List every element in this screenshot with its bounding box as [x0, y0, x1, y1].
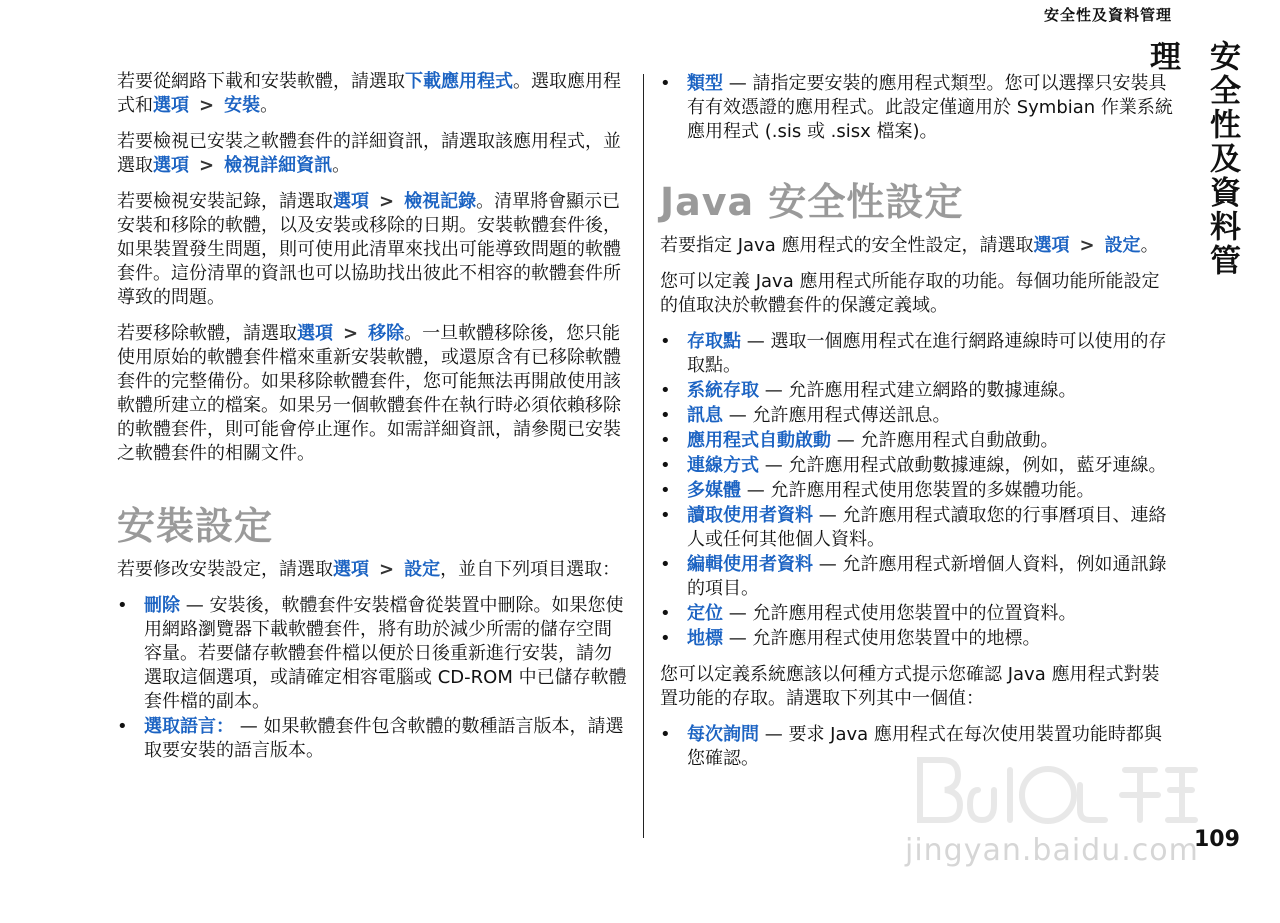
watermark-url: jingyan.baidu.com — [905, 833, 1199, 868]
list-item — [660, 454, 1174, 478]
option-term[interactable]: 讀取使用者資料 — [687, 505, 813, 526]
link-options[interactable]: 選項 — [153, 95, 189, 116]
option-desc: — 允許應用程式自動啟動。 — [831, 430, 1059, 451]
text: 。 — [260, 95, 279, 116]
paragraph-log — [117, 190, 629, 310]
column-divider — [643, 74, 644, 838]
section-side-tab: 安全性及資料管理 — [1144, 40, 1240, 278]
baidu-watermark-logo — [900, 750, 1200, 830]
option-term[interactable]: 存取點 — [687, 331, 741, 352]
type-list — [660, 72, 1174, 144]
link-download-apps[interactable]: 下載應用程式 — [405, 71, 513, 92]
text: 若要移除軟體，請選取 — [117, 323, 297, 344]
link-install[interactable]: 安裝 — [224, 95, 261, 116]
paragraph-remove — [117, 322, 629, 466]
list-item — [660, 553, 1174, 601]
option-term[interactable]: 編輯使用者資料 — [687, 554, 813, 575]
link-options[interactable]: 選項 — [1033, 235, 1070, 256]
menu-separator: > — [1079, 235, 1095, 256]
option-desc: — 允許應用程式建立網路的數據連線。 — [759, 380, 1077, 401]
text: 。一旦軟體移除後，您只能使用原始的軟體套件檔來重新安裝軟體，或還原含有已移除軟體套件的完整備份。如果移除軟體套件，您可能無法再開啟使用該軟體所建立的檔案。如果另一個軟體套件在執行時必須依賴移除的軟體套件，則可能會停止運作。如需詳細資訊，請參閱已安裝之軟體套件的相關文件。 — [117, 323, 621, 464]
option-desc: — 允許應用程式新增個人資料，例如通訊錄的項目。 — [687, 554, 1167, 599]
option-desc: — 允許應用程式使用您裝置中的位置資料。 — [723, 603, 1077, 624]
option-term[interactable]: 應用程式自動啟動 — [687, 430, 831, 451]
link-options[interactable]: 選項 — [333, 191, 369, 212]
option-term[interactable]: 連線方式 — [687, 455, 759, 476]
paragraph-download — [117, 70, 629, 118]
list-item — [660, 504, 1174, 552]
list-item — [660, 379, 1174, 403]
section-heading-install-settings: 安裝設定 — [117, 504, 274, 548]
option-desc: — 要求 Java 應用程式在每次使用裝置功能時都與您確認。 — [687, 724, 1162, 769]
text: 若要檢視安裝記錄，請選取 — [117, 191, 333, 212]
list-item — [660, 479, 1174, 503]
menu-separator: > — [199, 95, 215, 116]
option-term[interactable]: 每次詢問 — [687, 724, 759, 745]
option-term[interactable]: 訊息 — [687, 405, 723, 426]
link-options[interactable]: 選項 — [153, 155, 189, 176]
option-term[interactable]: 多媒體 — [687, 480, 741, 501]
text: ，並自下列項目選取： — [440, 559, 621, 580]
install-settings-list — [117, 594, 629, 763]
list-item — [660, 429, 1174, 453]
paragraph-java-prompt: 您可以定義系統應該以何種方式提示您確認 Java 應用程式對裝置功能的存取。請選取下列其中一個值： — [660, 664, 1160, 709]
text: 若要修改安裝設定，請選取 — [117, 559, 333, 580]
link-options[interactable]: 選項 — [333, 559, 369, 580]
paragraph-settings — [117, 558, 629, 582]
paragraph-details — [117, 130, 629, 178]
option-term[interactable]: 類型 — [687, 73, 723, 94]
section-heading-java-security: Java 安全性設定 — [660, 180, 964, 224]
menu-separator: > — [379, 191, 395, 212]
right-column — [660, 70, 1174, 783]
running-header: 安全性及資料管理 — [1043, 6, 1172, 24]
option-desc: — 允許應用程式使用您裝置的多媒體功能。 — [741, 480, 1095, 501]
text: 。選取應用程式和 — [117, 71, 621, 116]
list-item — [117, 594, 629, 714]
list-item — [660, 602, 1174, 626]
paragraph-java-settings — [660, 234, 1174, 258]
option-desc: — 允許應用程式啟動數據連線，例如，藍牙連線。 — [759, 455, 1167, 476]
option-desc: — 允許應用程式傳送訊息。 — [723, 405, 951, 426]
menu-separator: > — [199, 155, 215, 176]
link-settings[interactable]: 設定 — [404, 559, 441, 580]
list-item — [660, 404, 1174, 428]
list-item — [660, 72, 1174, 144]
option-desc: — 選取一個應用程式在進行網路連線時可以使用的存取點。 — [687, 331, 1167, 376]
menu-separator: > — [343, 323, 359, 344]
java-permissions-list — [660, 330, 1174, 651]
option-desc: — 如果軟體套件包含軟體的數種語言版本，請選取要安裝的語言版本。 — [144, 716, 624, 761]
text: 若要指定 Java 應用程式的安全性設定，請選取 — [660, 235, 1034, 256]
left-column — [117, 70, 629, 775]
text: 。 — [1140, 235, 1159, 256]
link-remove[interactable]: 移除 — [368, 323, 405, 344]
link-view-details[interactable]: 檢視詳細資訊 — [224, 155, 333, 176]
list-item — [117, 715, 629, 763]
option-desc: — 安裝後，軟體套件安裝檔會從裝置中刪除。如果您使用網路瀏覽器下載軟體套件，將有助於減少所需的儲存空間容量。若要儲存軟體套件檔以便於日後重新進行安裝，請勿選取這個選項，或請確定相容電腦或 CD-ROM 中已儲存軟體套件檔的副本。 — [144, 595, 627, 712]
text: 。清單將會顯示已安裝和移除的軟體，以及安裝或移除的日期。安裝軟體套件後，如果裝置發生問題，則可使用此清單來找出可能導致問題的軟體套件。這份清單的資訊也可以協助找出彼此不相容的軟體套件所導致的問題。 — [117, 191, 621, 308]
option-term[interactable]: 選取語言： — [144, 716, 234, 737]
list-item — [660, 330, 1174, 378]
option-term[interactable]: 定位 — [687, 603, 723, 624]
option-term[interactable]: 地標 — [687, 628, 723, 649]
option-term[interactable]: 刪除 — [144, 595, 180, 616]
text: 。 — [332, 155, 351, 176]
link-view-log[interactable]: 檢視記錄 — [404, 191, 477, 212]
page-number: 109 — [1194, 827, 1240, 852]
menu-separator: > — [379, 559, 395, 580]
option-desc: — 允許應用程式讀取您的行事曆項目、連絡人或任何其他個人資料。 — [687, 505, 1167, 550]
paragraph-java-define: 您可以定義 Java 應用程式所能存取的功能。每個功能所能設定的值取決於軟體套件的保護定義域。 — [660, 271, 1160, 316]
list-item — [660, 627, 1174, 651]
option-desc: — 允許應用程式使用您裝置中的地標。 — [723, 628, 1041, 649]
text: 若要檢視已安裝之軟體套件的詳細資訊，請選取該應用程式，並選取 — [117, 131, 621, 176]
option-desc: — 請指定要安裝的應用程式類型。您可以選擇只安裝具有有效憑證的應用程式。此設定僅適用於 Symbian 作業系統應用程式 (.sis 或 .sisx 檔案)。 — [687, 73, 1173, 142]
option-term[interactable]: 系統存取 — [687, 380, 759, 401]
text: 若要從網路下載和安裝軟體，請選取 — [117, 71, 405, 92]
link-options[interactable]: 選項 — [297, 323, 333, 344]
link-settings[interactable]: 設定 — [1104, 235, 1141, 256]
